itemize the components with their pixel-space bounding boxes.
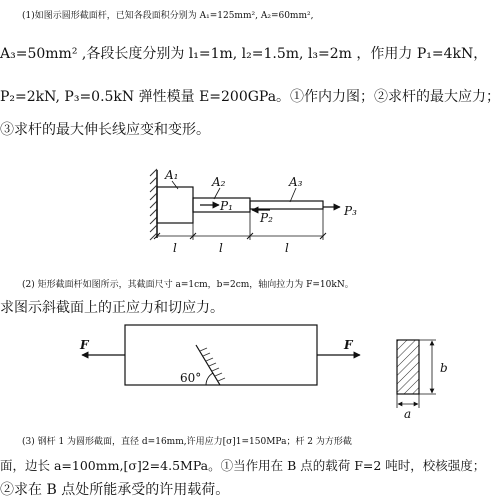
- label-a: a: [404, 407, 412, 421]
- leader-A2: [214, 188, 220, 199]
- label-P3: P₃: [344, 204, 357, 218]
- angle-arc: [206, 373, 213, 385]
- problem3-line3: ②求在 B 点处所能承受的许用载荷。: [0, 482, 230, 498]
- section-hatch: [200, 348, 225, 381]
- dim-label-2: l: [219, 241, 223, 255]
- label-A2: A₂: [212, 175, 226, 189]
- label-P1: P₁: [220, 199, 233, 213]
- label-A1: A₁: [165, 168, 179, 182]
- leader-A1: [172, 181, 178, 189]
- problem1-line4: ③求杆的最大伸长线应变和变形。: [0, 122, 210, 138]
- problem2-line2: 求图示斜截面上的正应力和切应力。: [0, 300, 224, 316]
- segment-A3: [250, 201, 323, 209]
- problem1-line3: P₂=2kN, P₃=0.5kN 弹性模量 E=200GPa。①作内力图；②求杆的最大应力；: [0, 89, 500, 105]
- bar-body: [125, 325, 317, 385]
- problem1-line1: (1)如图示圆形截面杆，已知各段面积分别为 A₁=125mm², A₂=60mm²,: [22, 11, 314, 21]
- dim-label-3: l: [285, 241, 289, 255]
- problem3-line2: 面，边长 a=100mm,[σ]2=4.5MPa。①当作用在 B 点的载荷 F=2 吨时，校核强度；: [0, 458, 486, 473]
- label-angle: 60°: [180, 371, 202, 385]
- label-b: b: [440, 361, 448, 375]
- figure2-rect-bar: [79, 325, 448, 421]
- leader-A3: [290, 188, 296, 202]
- wall-hatch: [150, 169, 157, 240]
- label-F-left: F: [80, 338, 89, 352]
- dim-label-1: l: [173, 241, 177, 255]
- label-F-right: F: [344, 338, 353, 352]
- cross-section: [397, 340, 419, 394]
- problem1-line2: A₃=50mm² ,各段长度分别为 l₁=1m, l₂=1.5m, l₃=2m ，作用力 P₁=4kN，: [0, 46, 488, 62]
- problem3-line1: (3) 钢杆 1 为圆形截面，直径 d=16mm,许用应力[σ]1=150MPa；杆 2 为方形截: [22, 437, 352, 447]
- label-A3: A₃: [289, 175, 303, 189]
- label-P2: P₂: [260, 211, 273, 225]
- problem2-line1: (2) 矩形截面杆如图所示，其截面尺寸 a=1cm，b=2cm，轴向拉力为 F=10kN。: [22, 280, 354, 290]
- segment-A1: [157, 187, 193, 223]
